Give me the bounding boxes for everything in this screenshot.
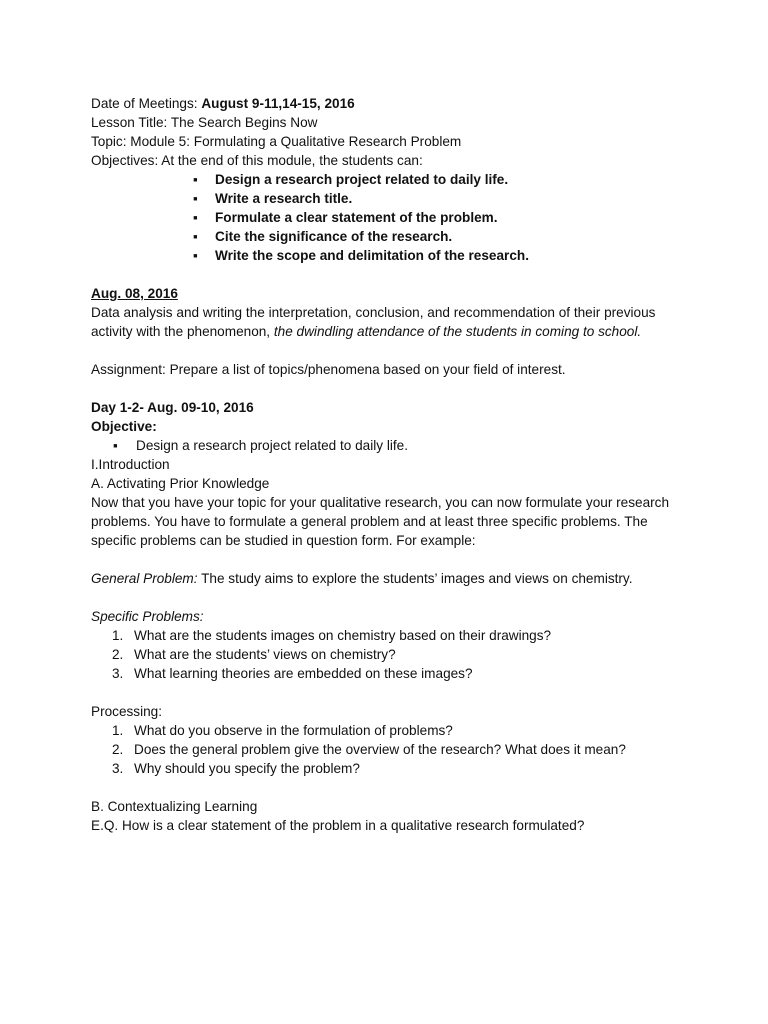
objectives-list [91, 170, 691, 265]
day-objectives-list [91, 436, 691, 455]
aug08-paragraph [91, 303, 691, 341]
list-item: ▪ Write a research title. [193, 189, 691, 208]
list-item: ▪ Write the scope and delimitation of the research. [193, 246, 691, 265]
section-b-heading: B. Contextualizing Learning [91, 799, 258, 814]
objectives-label: Objectives: [91, 153, 159, 168]
list-item: 1. What do you observe in the formulation of problems? [112, 723, 453, 738]
list-item: 2. What are the students’ views on chemistry? [112, 647, 396, 662]
lesson-label: Lesson Title: [91, 115, 168, 130]
aug08-text: Data analysis and writing the interpretation, conclusion, and recommendation of their previous activity with the phenomenon, [91, 305, 656, 339]
introduction-heading: I.Introduction [91, 457, 170, 472]
processing-list [91, 721, 691, 778]
list-item: 1. What are the students images on chemistry based on their drawings? [112, 628, 552, 643]
essential-question: E.Q. How is a clear statement of the problem in a qualitative research formulated? [91, 818, 585, 833]
list-item: ▪ Design a research project related to daily life. [193, 170, 691, 189]
assignment: Assignment: Prepare a list of topics/phenomena based on your field of interest. [91, 362, 566, 377]
intro-paragraph: Now that you have your topic for your qualitative research, you can now formulate your research problems. You have to formulate a general problem and at least three specific problems. The specific problems can be studied in question form. For example: [91, 495, 670, 548]
general-label: General Problem: [91, 571, 198, 586]
list-item: ▪ Cite the significance of the research. [193, 227, 691, 246]
date-label: Date of Meetings: [91, 96, 198, 111]
general-problem [91, 569, 691, 588]
section-a-heading: A. Activating Prior Knowledge [91, 476, 270, 491]
topic-value: Module 5: Formulating a Qualitative Research Problem [130, 134, 462, 149]
day12-heading: Day 1-2- Aug. 09-10, 2016 [91, 400, 254, 415]
lesson-title [91, 113, 691, 132]
date-value: August 9-11,14-15, 2016 [201, 96, 355, 111]
specific-label: Specific Problems: [91, 609, 204, 624]
aug08-heading: Aug. 08, 2016 [91, 286, 178, 301]
lesson-value: The Search Begins Now [170, 115, 318, 130]
aug08-italic: the dwindling attendance of the students in coming to school. [273, 324, 642, 339]
topic-label: Topic: [91, 134, 127, 149]
objective-label: Objective: [91, 419, 157, 434]
list-item: ▪ Formulate a clear statement of the problem. [193, 208, 691, 227]
specific-problems-list [91, 626, 691, 683]
date-of-meetings [91, 94, 691, 113]
processing-label: Processing: [91, 704, 163, 719]
general-text: The study aims to explore the students’ images and views on chemistry. [201, 571, 633, 586]
list-item: 2. Does the general problem give the overview of the research? What does it mean? [112, 742, 626, 757]
objectives-intro: At the end of this module, the students can: [161, 153, 423, 168]
list-item: ▪ Design a research project related to daily life. [113, 436, 691, 455]
list-item: 3. What learning theories are embedded on these images? [112, 666, 473, 681]
list-item: 3. Why should you specify the problem? [112, 761, 360, 776]
document-body [91, 94, 691, 835]
topic [91, 132, 691, 151]
objectives-intro-line [91, 151, 691, 170]
